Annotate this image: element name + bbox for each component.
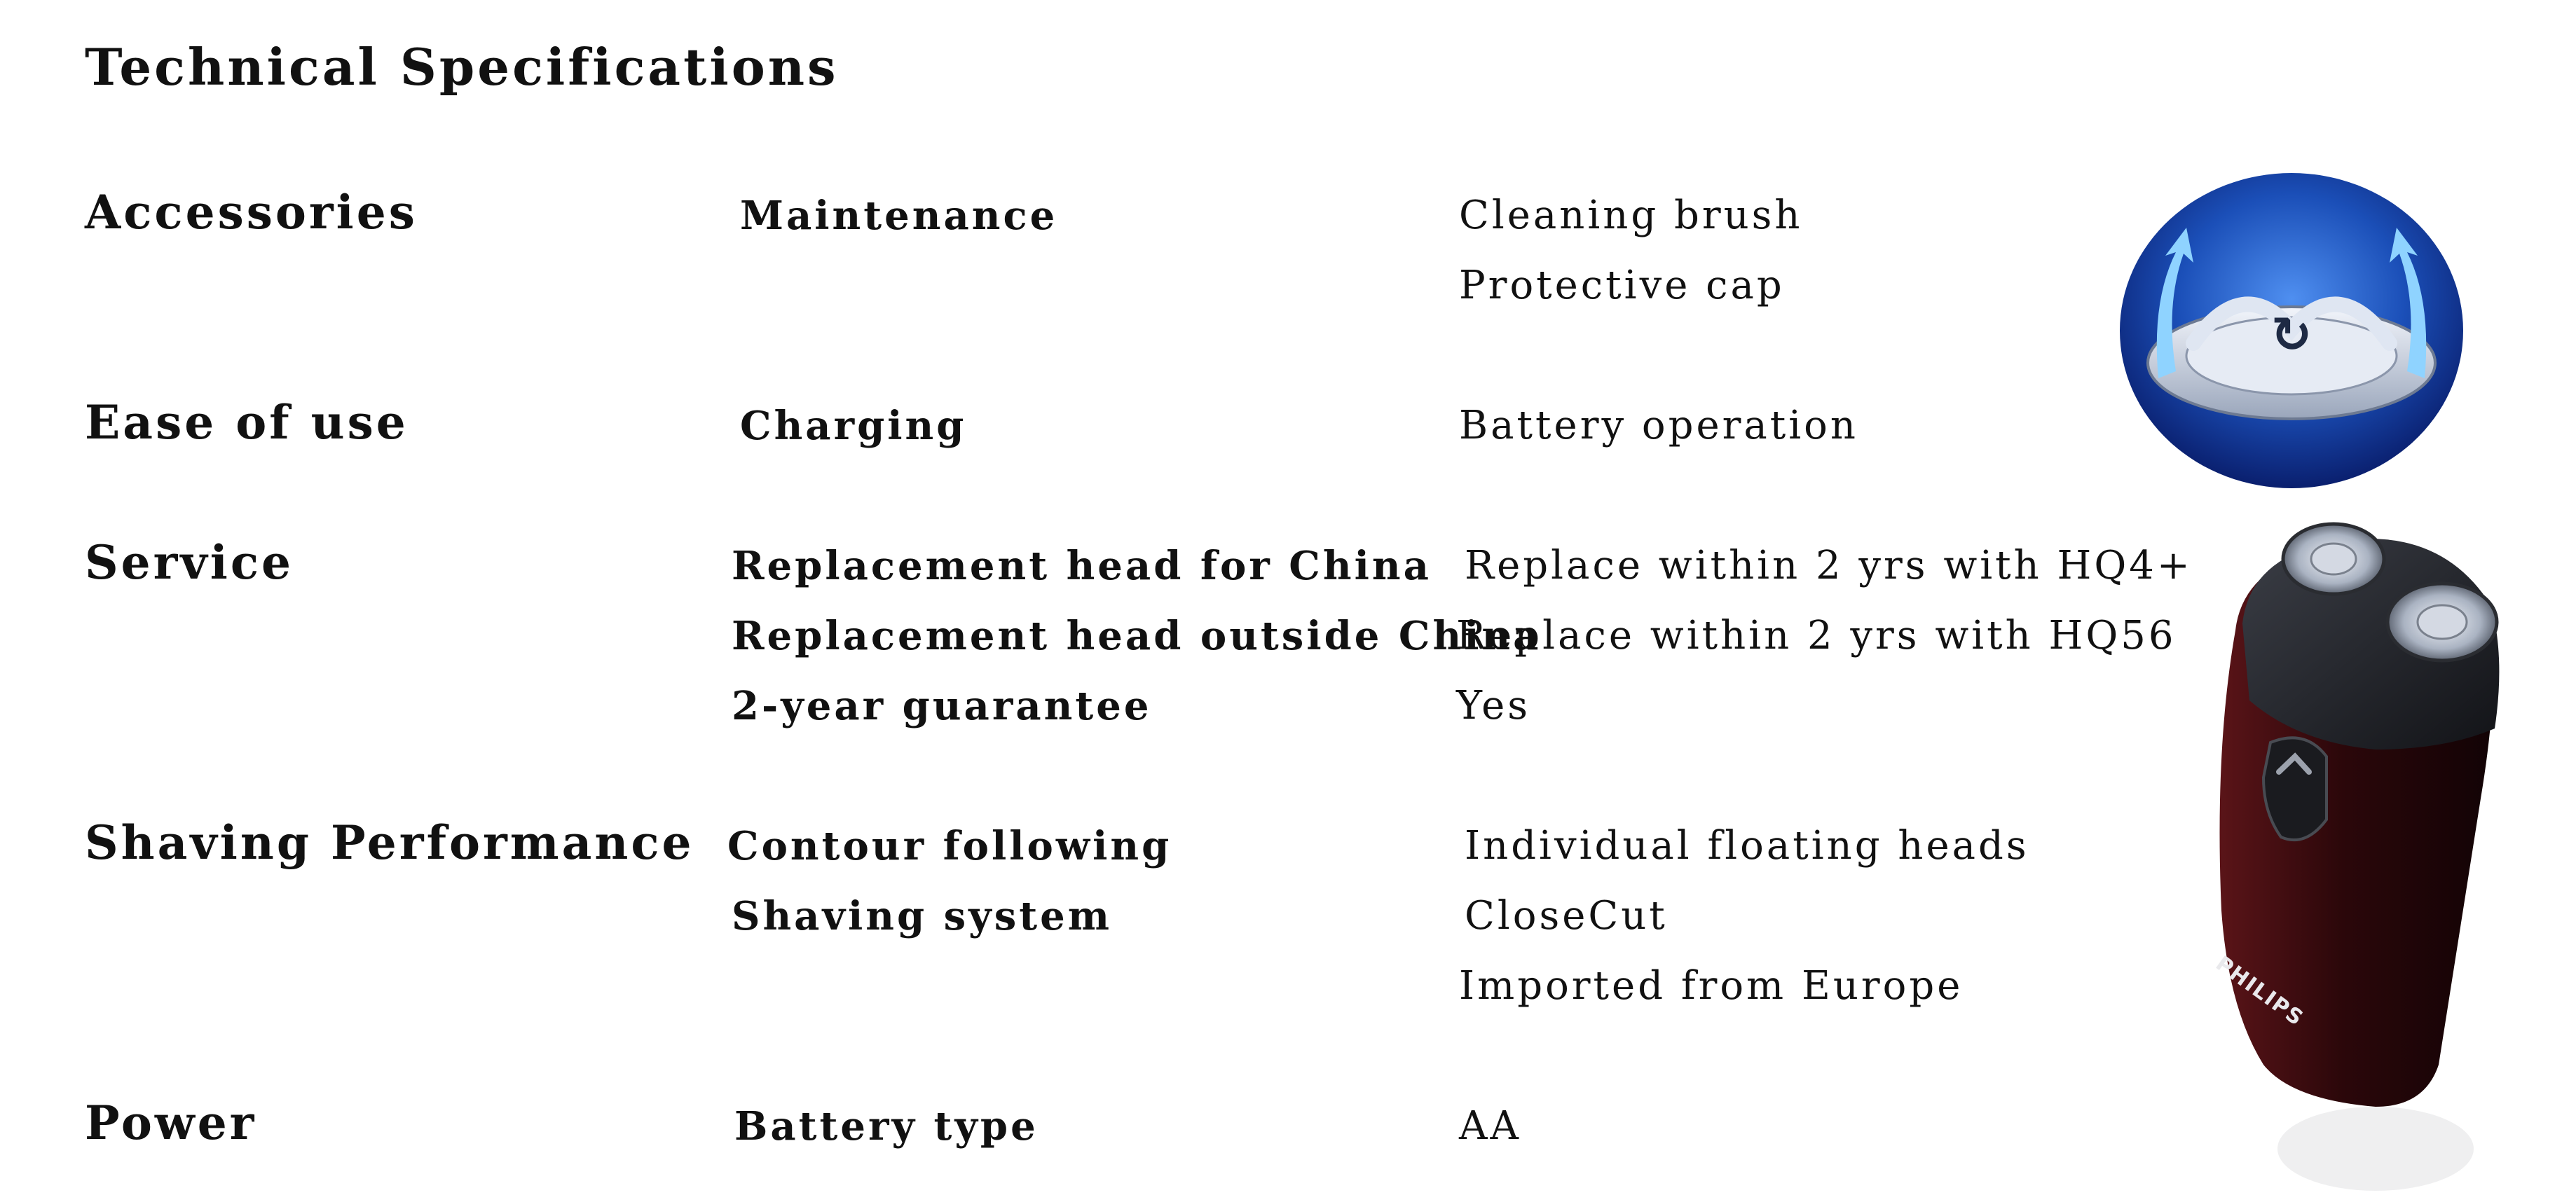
category-accessories: Accessories [85, 185, 418, 240]
cutter-center-top-shape [2311, 544, 2356, 574]
category-shaving-performance: Shaving Performance [85, 815, 694, 870]
category-service: Service [85, 535, 294, 590]
shaver-head-illustration [2109, 168, 2474, 497]
spec-value-protective-cap: Protective cap [1459, 263, 1785, 308]
spec-value-floating-heads: Individual floating heads [1465, 823, 2029, 869]
spec-label-maintenance: Maintenance [740, 193, 1058, 239]
spec-value-battery-operation: Battery operation [1459, 403, 1858, 448]
spec-label-replacement-head-outside-china: Replacement head outside China [732, 613, 1542, 659]
category-power: Power [85, 1096, 257, 1150]
page-title: Technical Specifications [85, 37, 839, 97]
spec-value-imported-europe: Imported from Europe [1459, 963, 1964, 1009]
rotation-icon: ↻ [2270, 306, 2313, 364]
spec-label-battery-type: Battery type [734, 1103, 1039, 1149]
shaver-reflection-shape [2277, 1107, 2474, 1191]
brand-logo: PHILIPS [2211, 951, 2309, 1032]
spec-value-replace-hq56: Replace within 2 yrs with HQ56 [1456, 613, 2177, 658]
category-ease-of-use: Ease of use [85, 395, 409, 450]
spec-label-replacement-head-china: Replacement head for China [732, 543, 1432, 589]
spec-value-guarantee-yes: Yes [1456, 683, 1530, 728]
spec-label-charging: Charging [740, 403, 967, 449]
spec-value-closecut: CloseCut [1465, 893, 1668, 939]
spec-value-aa: AA [1459, 1103, 1521, 1149]
spec-value-cleaning-brush: Cleaning brush [1459, 193, 1803, 238]
spec-label-shaving-system: Shaving system [732, 893, 1112, 939]
spec-label-contour-following: Contour following [727, 823, 1172, 869]
spec-label-guarantee: 2-year guarantee [732, 683, 1152, 729]
cutter-center-bottom-shape [2418, 605, 2467, 639]
shaver-product-image [2144, 518, 2537, 1195]
spec-value-replace-hq4: Replace within 2 yrs with HQ4+ [1465, 543, 2193, 588]
